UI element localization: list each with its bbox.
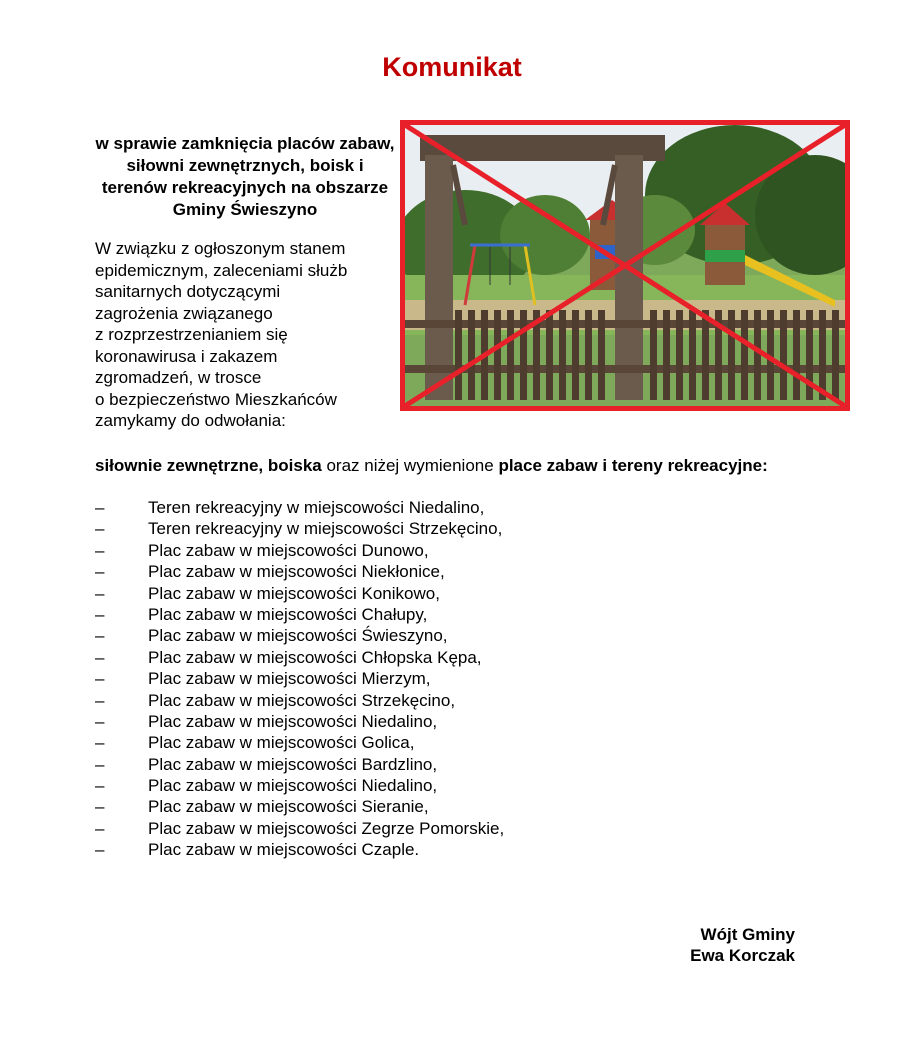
list-heading [95, 455, 815, 476]
list-bullet: – [95, 754, 105, 774]
list-bullet: – [95, 562, 105, 582]
list-item-text: Plac zabaw w miejscowości Mierzym, [148, 669, 431, 689]
intro-line: zamykamy do odwołania: [95, 411, 286, 430]
intro-line: zagrożenia związanego [95, 303, 273, 323]
list-bullet: – [95, 498, 105, 517]
closed-playground-photo [400, 120, 850, 411]
list-bullet: – [95, 647, 105, 667]
intro-paragraph [95, 238, 395, 432]
list-bullet: – [95, 840, 105, 860]
list-bullet: – [95, 604, 105, 624]
list-item-text: Plac zabaw w miejscowości Golica, [148, 733, 415, 753]
intro-line: z rozprzestrzenianiem się [95, 325, 288, 344]
signature [600, 924, 795, 966]
list-item-text: Teren rekreacyjny w miejscowości Strzekęcino, [148, 519, 503, 539]
list-item-text: Plac zabaw w miejscowości Bardzlino, [148, 754, 438, 774]
list-bullet: – [95, 540, 105, 560]
list-bullet: – [95, 797, 105, 817]
intro-line: koronawirusa i zakazem [95, 346, 278, 366]
list-item-text: Plac zabaw w miejscowości Czaple. [148, 840, 420, 860]
list-item-text: Plac zabaw w miejscowości Chałupy, [148, 604, 428, 624]
announcement-subject: w sprawie zamknięcia placów zabaw, siłowni zewnętrznych, boisk i terenów rekreacyjnych na obszarze Gminy Świeszyno [95, 134, 395, 219]
list-heading-text: oraz niżej wymienione [321, 456, 499, 475]
list-item-text: Plac zabaw w miejscowości Zegrze Pomorskie, [148, 818, 505, 838]
page-title: Komunikat [382, 52, 522, 82]
list-heading-bold-2: place zabaw i tereny rekreacyjne: [498, 456, 768, 475]
intro-line: W związku z ogłoszonym stanem [95, 239, 346, 258]
list-bullet: – [95, 669, 105, 689]
list-item-text: Plac zabaw w miejscowości Sieranie, [148, 797, 429, 817]
intro-line: sanitarnych dotyczącymi [95, 282, 281, 301]
list-item-text: Plac zabaw w miejscowości Konikowo, [148, 583, 440, 603]
list-bullet: – [95, 733, 105, 753]
intro-line: zgromadzeń, w trosce [95, 368, 262, 387]
list-heading-bold-1: siłownie zewnętrzne, boiska [95, 456, 322, 475]
list-item-text: Plac zabaw w miejscowości Świeszyno, [148, 626, 448, 646]
list-bullet: – [95, 519, 105, 539]
signature-name: Ewa Korczak [690, 946, 795, 965]
list-bullet: – [95, 818, 105, 838]
list-item-text: Plac zabaw w miejscowości Chłopska Kępa, [148, 647, 482, 667]
list-item-text: Plac zabaw w miejscowości Strzekęcino, [148, 690, 456, 710]
list-bullet: – [95, 690, 105, 710]
list-bullet: – [95, 711, 105, 731]
list-item-text: Plac zabaw w miejscowości Niekłonice, [148, 562, 445, 582]
list-item-text: Plac zabaw w miejscowości Niedalino, [148, 711, 438, 731]
list-bullet: – [95, 583, 105, 603]
list-bullet: – [95, 776, 105, 796]
list-bullet: – [95, 626, 105, 646]
playground-image [405, 125, 845, 406]
list-item-text: Plac zabaw w miejscowości Niedalino, [148, 776, 438, 796]
list-item-text: Plac zabaw w miejscowości Dunowo, [148, 540, 429, 560]
intro-line: epidemicznym, zaleceniami służb [95, 260, 348, 280]
intro-line: o bezpieczeństwo Mieszkańców [95, 389, 337, 409]
list-item-text: Teren rekreacyjny w miejscowości Niedalino, [148, 498, 485, 517]
signature-role: Wójt Gminy [700, 925, 795, 944]
